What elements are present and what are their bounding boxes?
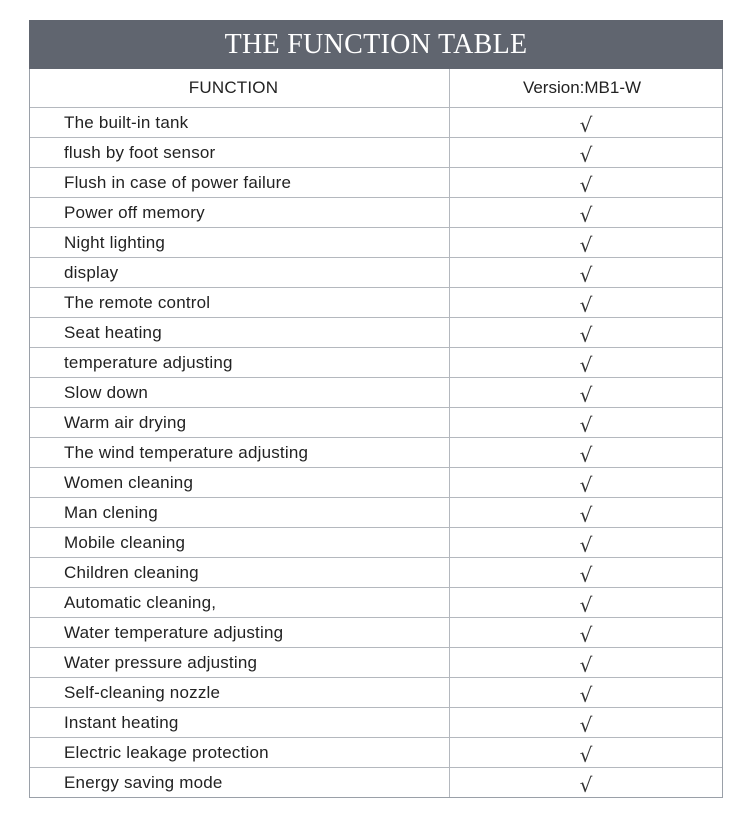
version-support-cell — [450, 198, 722, 227]
function-name-cell: flush by foot sensor — [30, 138, 450, 167]
table-row — [30, 107, 722, 137]
checkmark-icon: √ — [579, 442, 593, 467]
table-row — [30, 317, 722, 347]
function-name-cell: Electric leakage protection — [30, 738, 450, 767]
function-name-cell: The built-in tank — [30, 108, 450, 137]
table-row — [30, 227, 722, 257]
version-support-cell — [450, 528, 722, 557]
checkmark-icon: √ — [579, 322, 593, 347]
table-row — [30, 287, 722, 317]
table-row — [30, 767, 722, 797]
checkmark-icon: √ — [579, 562, 593, 587]
checkmark-icon: √ — [579, 652, 593, 677]
checkmark-icon: √ — [579, 472, 593, 497]
function-name-cell: Self-cleaning nozzle — [30, 678, 450, 707]
function-name-cell: Seat heating — [30, 318, 450, 347]
table-row — [30, 437, 722, 467]
checkmark-icon: √ — [579, 262, 593, 287]
function-name-cell: display — [30, 258, 450, 287]
checkmark-icon: √ — [579, 292, 593, 317]
checkmark-icon: √ — [579, 772, 593, 797]
function-name-cell: Automatic cleaning, — [30, 588, 450, 617]
table-row — [30, 677, 722, 707]
version-support-cell — [450, 738, 722, 767]
checkmark-icon: √ — [579, 352, 593, 377]
function-name-cell: Night lighting — [30, 228, 450, 257]
table-row — [30, 347, 722, 377]
checkmark-icon: √ — [579, 112, 593, 137]
table-row — [30, 647, 722, 677]
table-row — [30, 137, 722, 167]
function-name-cell: Flush in case of power failure — [30, 168, 450, 197]
checkmark-icon: √ — [579, 382, 593, 407]
version-support-cell — [450, 348, 722, 377]
table-row — [30, 257, 722, 287]
version-support-cell — [450, 318, 722, 347]
function-table — [29, 20, 723, 798]
table-row — [30, 497, 722, 527]
table-row — [30, 707, 722, 737]
checkmark-icon: √ — [579, 232, 593, 257]
function-name-cell: Warm air drying — [30, 408, 450, 437]
table-row — [30, 557, 722, 587]
version-support-cell — [450, 138, 722, 167]
function-name-cell: Man clening — [30, 498, 450, 527]
function-name-cell: The remote control — [30, 288, 450, 317]
function-name-cell: Power off memory — [30, 198, 450, 227]
version-support-cell — [450, 708, 722, 737]
version-support-cell — [450, 558, 722, 587]
function-name-cell: Women cleaning — [30, 468, 450, 497]
function-name-cell: Children cleaning — [30, 558, 450, 587]
table-header-row — [30, 69, 722, 107]
function-name-cell: Water pressure adjusting — [30, 648, 450, 677]
checkmark-icon: √ — [579, 682, 593, 707]
table-row — [30, 467, 722, 497]
table-title: THE FUNCTION TABLE — [29, 20, 723, 69]
function-name-cell: temperature adjusting — [30, 348, 450, 377]
function-name-cell: Water temperature adjusting — [30, 618, 450, 647]
checkmark-icon: √ — [579, 622, 593, 647]
table-row — [30, 587, 722, 617]
function-name-cell: Energy saving mode — [30, 768, 450, 797]
function-name-cell: Mobile cleaning — [30, 528, 450, 557]
checkmark-icon: √ — [579, 532, 593, 557]
table-body — [30, 107, 722, 797]
table-row — [30, 737, 722, 767]
table-row — [30, 617, 722, 647]
version-support-cell — [450, 678, 722, 707]
checkmark-icon: √ — [579, 412, 593, 437]
checkmark-icon: √ — [579, 142, 593, 167]
table-row — [30, 377, 722, 407]
version-support-cell — [450, 408, 722, 437]
function-name-cell: Instant heating — [30, 708, 450, 737]
version-support-cell — [450, 498, 722, 527]
version-support-cell — [450, 288, 722, 317]
table-row — [30, 527, 722, 557]
checkmark-icon: √ — [579, 502, 593, 527]
checkmark-icon: √ — [579, 712, 593, 737]
version-support-cell — [450, 648, 722, 677]
function-column-header: FUNCTION — [30, 69, 450, 107]
table-row — [30, 197, 722, 227]
checkmark-icon: √ — [579, 742, 593, 767]
table-row — [30, 167, 722, 197]
version-support-cell — [450, 768, 722, 797]
version-support-cell — [450, 258, 722, 287]
table-row — [30, 407, 722, 437]
version-support-cell — [450, 108, 722, 137]
version-support-cell — [450, 618, 722, 647]
version-support-cell — [450, 228, 722, 257]
checkmark-icon: √ — [579, 202, 593, 227]
function-name-cell: The wind temperature adjusting — [30, 438, 450, 467]
checkmark-icon: √ — [579, 172, 593, 197]
version-support-cell — [450, 168, 722, 197]
version-support-cell — [450, 588, 722, 617]
version-column-header: Version:MB1-W — [522, 78, 642, 97]
version-support-cell — [450, 438, 722, 467]
checkmark-icon: √ — [579, 592, 593, 617]
function-name-cell: Slow down — [30, 378, 450, 407]
version-support-cell — [450, 468, 722, 497]
version-support-cell — [450, 378, 722, 407]
